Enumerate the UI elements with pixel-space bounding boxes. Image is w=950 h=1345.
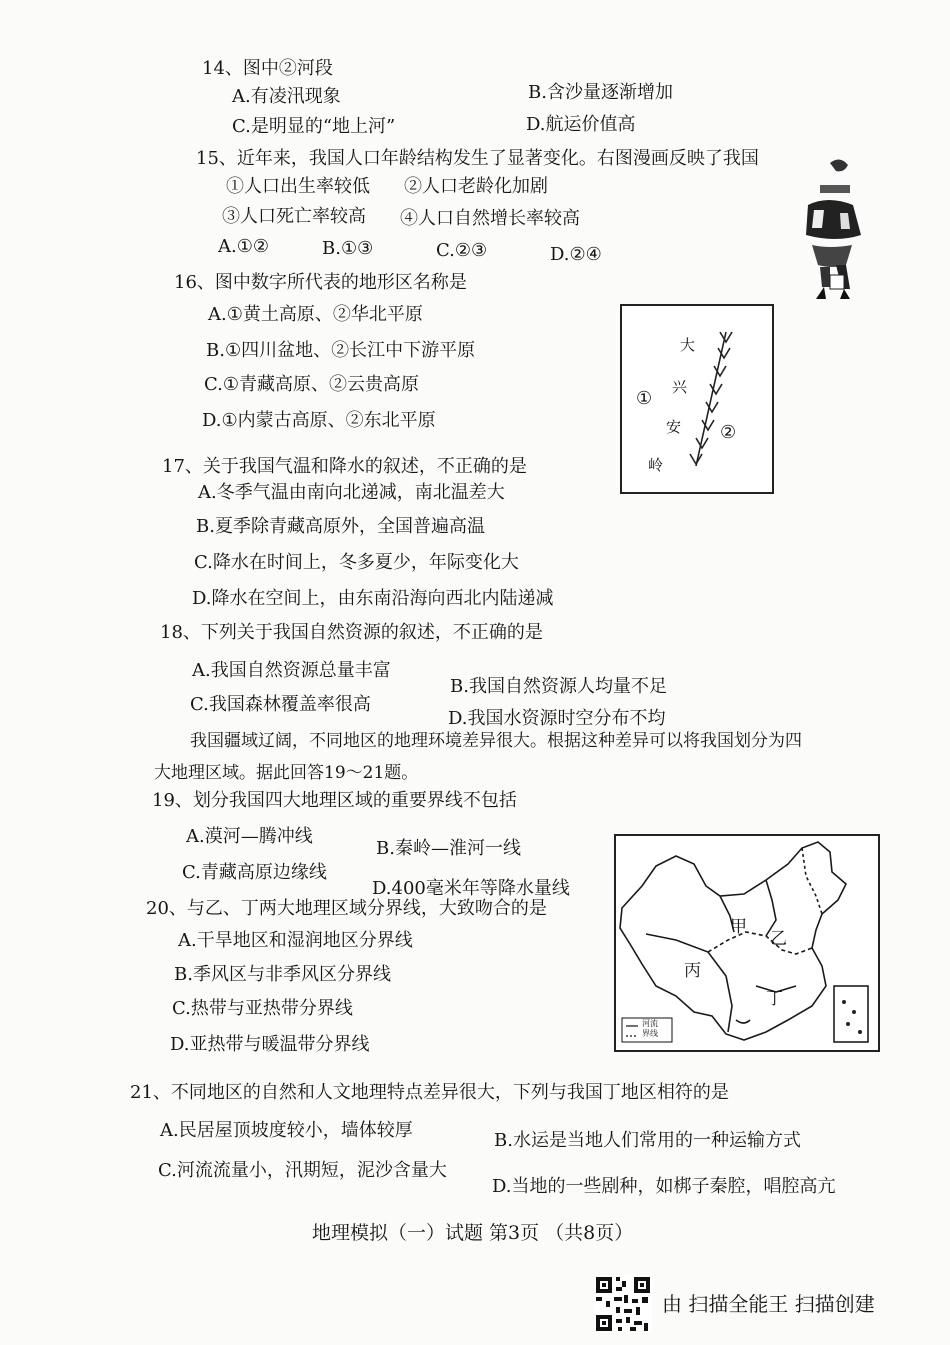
q15-statement-4: ④人口自然增长率较高 bbox=[400, 208, 580, 229]
population-cartoon-image bbox=[800, 155, 870, 305]
map-label-2: ② bbox=[720, 422, 737, 443]
q15-statement-3: ③人口死亡率较高 bbox=[222, 206, 366, 227]
q19-option-b: B.秦岭—淮河一线 bbox=[376, 838, 521, 859]
q15-option-b: B.①③ bbox=[322, 238, 374, 259]
region-label-yi: 乙 bbox=[770, 929, 787, 949]
legend-border: 界线 bbox=[642, 1029, 658, 1038]
q16-option-a: A.①黄土高原、②华北平原 bbox=[208, 304, 423, 325]
q20-option-b: B.季风区与非季风区分界线 bbox=[174, 964, 391, 985]
q15-statement-1: ①人口出生率较低 bbox=[226, 176, 370, 197]
q19-option-a: A.漠河—腾冲线 bbox=[186, 826, 313, 847]
q15-option-a: A.①② bbox=[218, 236, 269, 257]
mountain-char-4: 岭 bbox=[648, 456, 664, 474]
page-footer: 地理模拟（一）试题 第3页 （共8页） bbox=[312, 1222, 634, 1244]
q21-option-c: C.河流流量小，汛期短，泥沙含量大 bbox=[158, 1160, 447, 1181]
q20-stem: 20、与乙、丁两大地理区域分界线，大致吻合的是 bbox=[146, 898, 547, 919]
q14-option-d: D.航运价值高 bbox=[526, 114, 636, 135]
q14-option-a: A.有凌汛现象 bbox=[232, 86, 341, 107]
q16-option-b: B.①四川盆地、②长江中下游平原 bbox=[206, 340, 476, 361]
q17-option-b: B.夏季除青藏高原外，全国普遍高温 bbox=[196, 516, 485, 537]
q14-option-c: C.是明显的“地上河” bbox=[232, 116, 396, 137]
q18-option-c: C.我国森林覆盖率很高 bbox=[190, 694, 371, 715]
q20-option-c: C.热带与亚热带分界线 bbox=[172, 998, 353, 1019]
q19-option-d: D.400毫米年等降水量线 bbox=[372, 878, 570, 899]
mountain-char-2: 兴 bbox=[672, 378, 688, 396]
q15-option-d: D.②④ bbox=[550, 244, 602, 265]
q21-stem: 21、不同地区的自然和人文地理特点差异很大，下列与我国丁地区相符的是 bbox=[130, 1082, 729, 1103]
q16-stem: 16、图中数字所代表的地形区名称是 bbox=[174, 272, 467, 293]
china-regions-map bbox=[614, 834, 880, 1052]
q18-option-b: B.我国自然资源人均量不足 bbox=[450, 676, 667, 697]
dahinggan-map bbox=[620, 304, 774, 494]
qr-code-icon bbox=[594, 1275, 652, 1333]
q21-option-d: D.当地的一些剧种，如梆子秦腔，唱腔高亢 bbox=[492, 1176, 836, 1197]
map-label-1: ① bbox=[636, 388, 653, 409]
intro-line-2: 大地理区域。据此回答19～21题。 bbox=[154, 763, 419, 783]
q19-stem: 19、划分我国四大地理区域的重要界线不包括 bbox=[152, 790, 517, 811]
q16-option-d: D.①内蒙古高原、②东北平原 bbox=[202, 410, 436, 431]
q15-option-c: C.②③ bbox=[436, 240, 488, 261]
q17-stem: 17、关于我国气温和降水的叙述，不正确的是 bbox=[162, 456, 527, 477]
region-label-jia: 甲 bbox=[730, 917, 747, 937]
q15-stem: 15、近年来，我国人口年龄结构发生了显著变化。右图漫画反映了我国 bbox=[196, 148, 759, 169]
china-outline-icon bbox=[616, 836, 878, 1050]
q19-option-c: C.青藏高原边缘线 bbox=[182, 862, 327, 883]
q15-statement-2: ②人口老龄化加剧 bbox=[404, 176, 548, 197]
q14-stem: 14、图中②河段 bbox=[202, 58, 333, 79]
q18-option-a: A.我国自然资源总量丰富 bbox=[192, 660, 391, 681]
mountain-char-3: 安 bbox=[666, 418, 682, 436]
q20-option-a: A.干旱地区和湿润地区分界线 bbox=[178, 930, 413, 951]
q18-stem: 18、下列关于我国自然资源的叙述，不正确的是 bbox=[160, 622, 543, 643]
mountain-range-icon bbox=[662, 326, 742, 476]
q21-option-a: A.民居屋顶坡度较小，墙体较厚 bbox=[160, 1120, 413, 1141]
q20-option-d: D.亚热带与暖温带分界线 bbox=[170, 1034, 370, 1055]
q14-option-b: B.含沙量逐渐增加 bbox=[528, 82, 673, 103]
mountain-char-1: 大 bbox=[680, 336, 696, 354]
legend-river: 河流 bbox=[642, 1019, 658, 1028]
q17-option-d: D.降水在空间上，由东南沿海向西北内陆递减 bbox=[192, 588, 554, 609]
q21-option-b: B.水运是当地人们常用的一种运输方式 bbox=[494, 1130, 801, 1151]
q18-option-d: D.我国水资源时空分布不均 bbox=[448, 708, 666, 729]
q17-option-a: A.冬季气温由南向北递减，南北温差大 bbox=[198, 482, 505, 503]
intro-line-1: 我国疆域辽阔，不同地区的地理环境差异很大。根据这种差异可以将我国划分为四 bbox=[190, 731, 802, 751]
region-label-bing: 丙 bbox=[684, 961, 701, 981]
q17-option-c: C.降水在时间上，冬多夏少，年际变化大 bbox=[194, 552, 519, 573]
q16-option-c: C.①青藏高原、②云贵高原 bbox=[204, 374, 419, 395]
scanner-watermark: 由 扫描全能王 扫描创建 bbox=[662, 1292, 875, 1316]
region-label-ding: 丁 bbox=[766, 989, 783, 1009]
